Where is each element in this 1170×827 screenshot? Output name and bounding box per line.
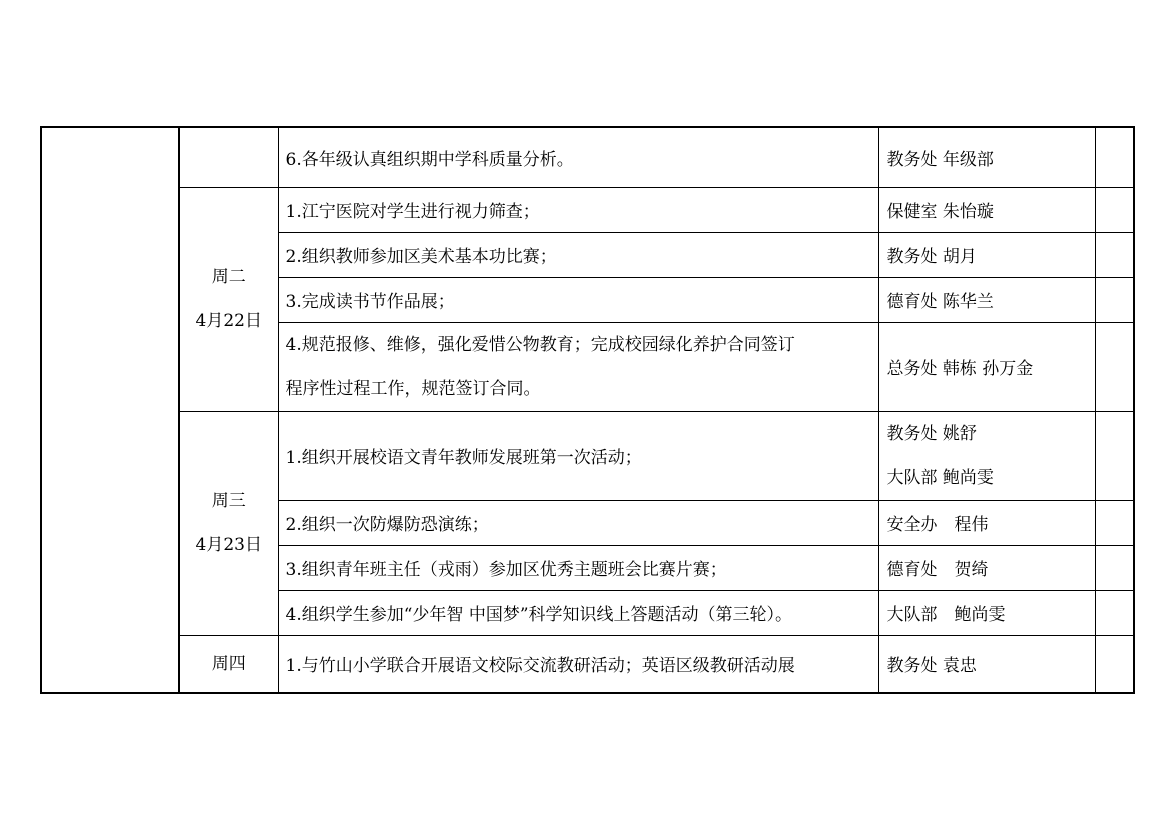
note-cell [1095, 545, 1134, 590]
dept-line: 教务处 姚舒 [886, 423, 977, 444]
task-cell [278, 322, 878, 411]
schedule-table [40, 126, 1135, 694]
task-cell: 3.组织青年班主任（戎雨）参加区优秀主题班会比赛片赛； [278, 545, 878, 590]
dept-cell: 教务处 年级部 [878, 127, 1095, 187]
dept-cell: 大队部 鲍尚雯 [878, 590, 1095, 635]
task-cell: 1.组织开展校语文青年教师发展班第一次活动； [278, 411, 878, 500]
day-cell: 周四 [179, 635, 278, 693]
dept-cell: 德育处 贺绮 [878, 545, 1095, 590]
dept-line: 大队部 鲍尚雯 [886, 467, 994, 488]
day-date: 4月23日 [195, 535, 262, 555]
task-cell: 3.完成读书节作品展； [278, 277, 878, 322]
task-cell: 1.江宁医院对学生进行视力筛查； [278, 187, 878, 232]
task-cell: 6.各年级认真组织期中学科质量分析。 [278, 127, 878, 187]
note-cell [1095, 232, 1134, 277]
dept-cell: 总务处 韩栋 孙万金 [878, 322, 1095, 411]
table-row [41, 635, 1134, 693]
note-cell [1095, 277, 1134, 322]
note-cell [1095, 322, 1134, 411]
note-cell [1095, 127, 1134, 187]
day-name: 周三 [211, 491, 246, 511]
note-cell [1095, 500, 1134, 545]
dept-cell: 保健室 朱怡璇 [878, 187, 1095, 232]
note-cell [1095, 411, 1134, 500]
day-cell [179, 127, 278, 187]
task-cell: 2.组织一次防爆防恐演练； [278, 500, 878, 545]
dept-cell: 德育处 陈华兰 [878, 277, 1095, 322]
week-cell [41, 127, 179, 693]
note-cell [1095, 187, 1134, 232]
task-line: 4.规范报修、维修，强化爱惜公物教育；完成校园绿化养护合同签订 [285, 334, 795, 355]
note-cell [1095, 590, 1134, 635]
table-row [41, 127, 1134, 187]
dept-cell: 安全办 程伟 [878, 500, 1095, 545]
table-row [41, 187, 1134, 232]
task-cell: 2.组织教师参加区美术基本功比赛； [278, 232, 878, 277]
task-line: 程序性过程工作，规范签订合同。 [285, 378, 541, 399]
day-date: 4月22日 [195, 311, 262, 331]
task-cell: 4.组织学生参加“少年智 中国梦”科学知识线上答题活动（第三轮）。 [278, 590, 878, 635]
day-cell [179, 411, 278, 635]
task-cell: 1.与竹山小学联合开展语文校际交流教研活动；英语区级教研活动展 [278, 635, 878, 693]
note-cell [1095, 635, 1134, 693]
dept-cell: 教务处 袁忠 [878, 635, 1095, 693]
dept-cell [878, 411, 1095, 500]
day-name: 周二 [211, 267, 246, 287]
day-cell [179, 187, 278, 411]
dept-cell: 教务处 胡月 [878, 232, 1095, 277]
table-row [41, 411, 1134, 500]
